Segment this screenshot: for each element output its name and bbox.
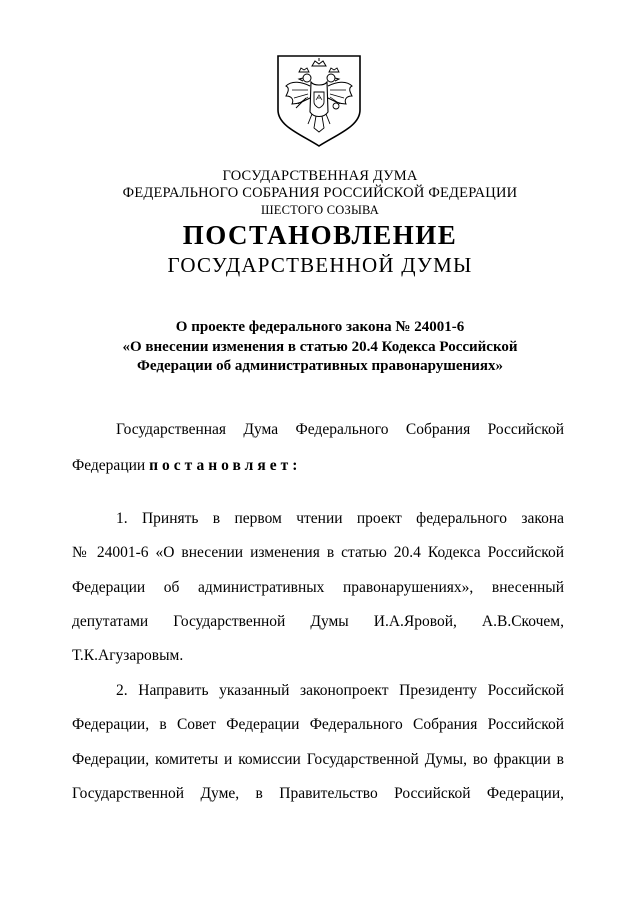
document-subtitle: ГОСУДАРСТВЕННОЙ ДУМЫ	[167, 253, 473, 277]
item1-line-3: Федерации об административных правонарушениях», внесенный	[72, 579, 564, 596]
header-line-duma: ГОСУДАРСТВЕННАЯ ДУМА	[222, 168, 418, 184]
header-line-convocation: ШЕСТОГО СОЗЫВА	[260, 203, 380, 217]
item1-line-5: Т.К.Агузаровым.	[72, 647, 184, 664]
subject-line-2: «О внесении изменения в статью 20.4 Кодекса Российской	[122, 339, 518, 355]
item1-line-2: № 24001-6 «О внесении изменения в статью 20.4 Кодекса Российской	[72, 544, 564, 561]
document-title: ПОСТАНОВЛЕНИЕ	[182, 220, 458, 250]
header-line-federal-assembly: ФЕДЕРАЛЬНОГО СОБРАНИЯ РОССИЙСКОЙ ФЕДЕРАЦИИ	[122, 185, 518, 201]
item2-line-3: Федерации, комитеты и комиссии Государственной Думы, во фракции в	[72, 751, 564, 768]
item2-line-1: 2. Направить указанный законопроект Президенту Российской	[116, 682, 564, 699]
russian-coat-of-arms-icon	[272, 52, 366, 148]
item1-line-4: депутатами Государственной Думы И.А.Яровой, А.В.Скочем,	[72, 613, 564, 630]
item2-line-2: Федерации, в Совет Федерации Федерального Собрания Российской	[72, 716, 564, 733]
subject-line-3: Федерации об административных правонарушениях»	[137, 358, 503, 374]
resolves-word: постановляет:	[149, 457, 302, 474]
subject-line-1: О проекте федерального закона № 24001-6	[175, 319, 465, 335]
item2-line-4: Государственной Думе, в Правительство Российской Федерации,	[72, 785, 564, 802]
preamble-line-2	[72, 456, 301, 476]
item1-line-1: 1. Принять в первом чтении проект федерального закона	[116, 510, 564, 527]
preamble-prefix: Федерации	[72, 457, 150, 474]
preamble-line-1: Государственная Дума Федерального Собрания Российской	[116, 421, 564, 438]
